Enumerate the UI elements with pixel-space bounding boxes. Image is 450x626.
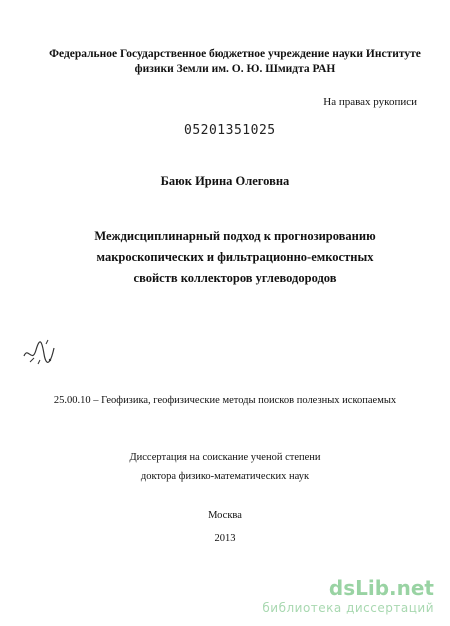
specialty-code: 25.00.10 – Геофизика, геофизические методы поисков полезных ископаемых <box>53 395 397 406</box>
handwritten-mark-icon <box>20 336 60 370</box>
institution-line-2: физики Земли им. О. Ю. Шмидта РАН <box>134 63 336 75</box>
year: 2013 <box>214 533 236 544</box>
institution-name <box>40 47 430 77</box>
watermark-subtitle: библиотека диссертаций <box>262 601 434 615</box>
degree-statement <box>0 448 450 486</box>
dissertation-title <box>40 226 430 289</box>
rights-notice: На правах рукописи <box>323 96 417 108</box>
title-line-2: макроскопических и фильтрационно-емкостных <box>96 250 374 264</box>
title-line-3: свойств коллекторов углеводородов <box>133 271 337 285</box>
title-line-1: Междисциплинарный подход к прогнозированию <box>94 229 376 243</box>
registration-stamp-number: 05201351025 <box>184 123 276 138</box>
author-name: Баюк Ирина Олеговна <box>160 174 290 188</box>
degree-line-1: Диссертация на соискание ученой степени <box>129 452 321 463</box>
watermark-logo: dsLib.net <box>328 576 434 600</box>
degree-line-2: доктора физико-математических наук <box>140 471 310 482</box>
city: Москва <box>208 510 242 521</box>
institution-line-1: Федеральное Государственное бюджетное учреждение науки Институте <box>49 48 421 60</box>
